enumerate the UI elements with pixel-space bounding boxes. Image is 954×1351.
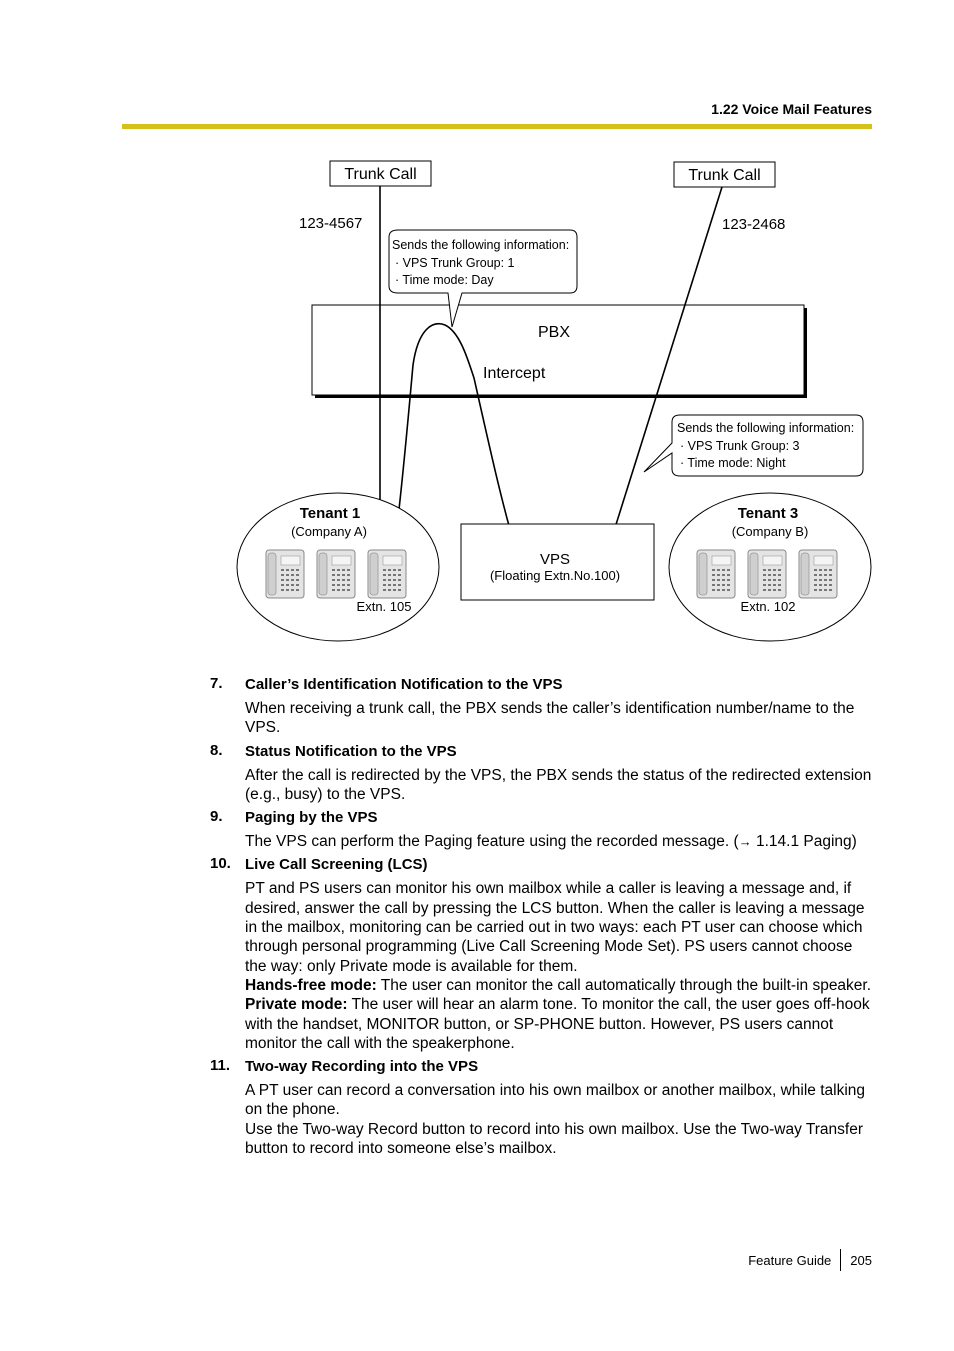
item-number: 8. [210,741,223,759]
tenant3-phone-3 [799,550,837,598]
tenant3-phone-1 [697,550,735,598]
callout-bottom-line1: · VPS Trunk Group: 3 [680,439,800,453]
tenant3-company: (Company B) [731,524,809,539]
item-body [245,879,874,1053]
item-body: After the call is redirected by the VPS, the PBX sends the status of the redirected extension (e.g., busy) to the VPS. [245,766,872,803]
page-number: 205 [850,1252,872,1268]
item-body-text: A PT user can record a conversation into his own mailbox or another mailbox, while talking on the phone. [245,1082,866,1119]
tenant3-phone-2 [748,550,786,598]
item-body: When receiving a trunk call, the PBX sends the caller’s identification number/name to the VPS. [245,700,855,737]
footer-divider [840,1249,841,1271]
item-number: 11. [210,1057,231,1075]
phone-number-right: 123-2468 [722,216,786,233]
item-number: 9. [210,808,223,826]
item-number: 10. [210,855,231,873]
tenant1-extn: Extn. 105 [356,599,412,614]
trunk-call-label-right: Trunk Call [688,167,761,184]
tenant1-phone-3 [368,550,406,598]
item-number: 7. [210,675,223,692]
item-body-text-2: Use the Two-way Record button to record into his own mailbox. Use the Two-way Transfer button to record into someone else’s mailbox. [245,1120,863,1158]
handsfree-label: Hands-free mode: [245,976,377,994]
handsfree-text: The user can monitor the call automatically through the built-in speaker. [376,976,872,994]
callout-bottom-line2: · Time mode: Night [680,456,786,470]
tenant1-name: Tenant 1 [299,505,361,522]
private-label: Private mode: [245,996,348,1014]
feature-list [210,674,874,1161]
item-title: Status Notification to the VPS [245,742,457,760]
tenant1-phone-1 [266,550,304,598]
section-header: 1.22 Voice Mail Features [711,101,872,117]
item-title: Paging by the VPS [245,809,378,827]
item-title: Caller’s Identification Notification to the VPS [245,676,563,693]
vps-label: VPS [539,551,571,568]
vps-extn-label: (Floating Extn.No.100) [489,568,621,583]
list-item [210,854,874,1053]
list-item [210,741,874,805]
item-title: Two-way Recording into the VPS [245,1058,479,1076]
item-body-text: PT and PS users can monitor his own mailbox while a caller is leaving a message and, if desired, answer the call by pressing the LCS button. When the caller is leaving a message in the mailbox, monitoring can be carried out in two ways: each PT user can choose which through personal programming (Live Call Screening Mode Set). PS users cannot choose the way: only Private mode is available for them. [245,880,865,975]
callout-top-line2: · Time mode: Day [395,273,494,287]
callout-bottom-heading: Sends the following information: [677,421,855,435]
phone-number-left: 123-4567 [299,215,363,232]
tenant1-phone-2 [317,550,355,598]
private-paragraph [245,995,874,1053]
callout-top-heading: Sends the following information: [392,238,570,252]
pbx-label: PBX [538,324,571,341]
list-item [210,1056,874,1158]
handsfree-paragraph [245,976,874,995]
tenant1-company: (Company A) [291,524,367,539]
footer-guide-title: Feature Guide [748,1252,832,1268]
pbx-box [312,305,804,395]
item-body [245,1081,874,1158]
page-footer [748,1249,872,1271]
paging-reference-link[interactable]: 1.14.1 Paging) [751,833,857,851]
item-title: Live Call Screening (LCS) [245,856,428,874]
list-item [210,807,874,851]
list-item [210,674,874,738]
arrow-right-icon: → [738,834,752,850]
intercept-label: Intercept [483,365,546,382]
tenant3-extn: Extn. 102 [740,599,796,614]
item-body-text: The VPS can perform the Paging feature using the recorded message. ( [245,833,739,851]
item-body [245,832,874,851]
callout-top-line1: · VPS Trunk Group: 1 [395,256,515,270]
voice-mail-diagram [0,0,954,660]
trunk-call-label-left: Trunk Call [344,166,417,183]
private-text: The user will hear an alarm tone. To monitor the call, the user goes off-hook with the handset, MONITOR button, or SP-PHONE button. However, PS users cannot monitor the call with the speakerphone. [245,996,870,1052]
tenant3-name: Tenant 3 [737,505,799,522]
